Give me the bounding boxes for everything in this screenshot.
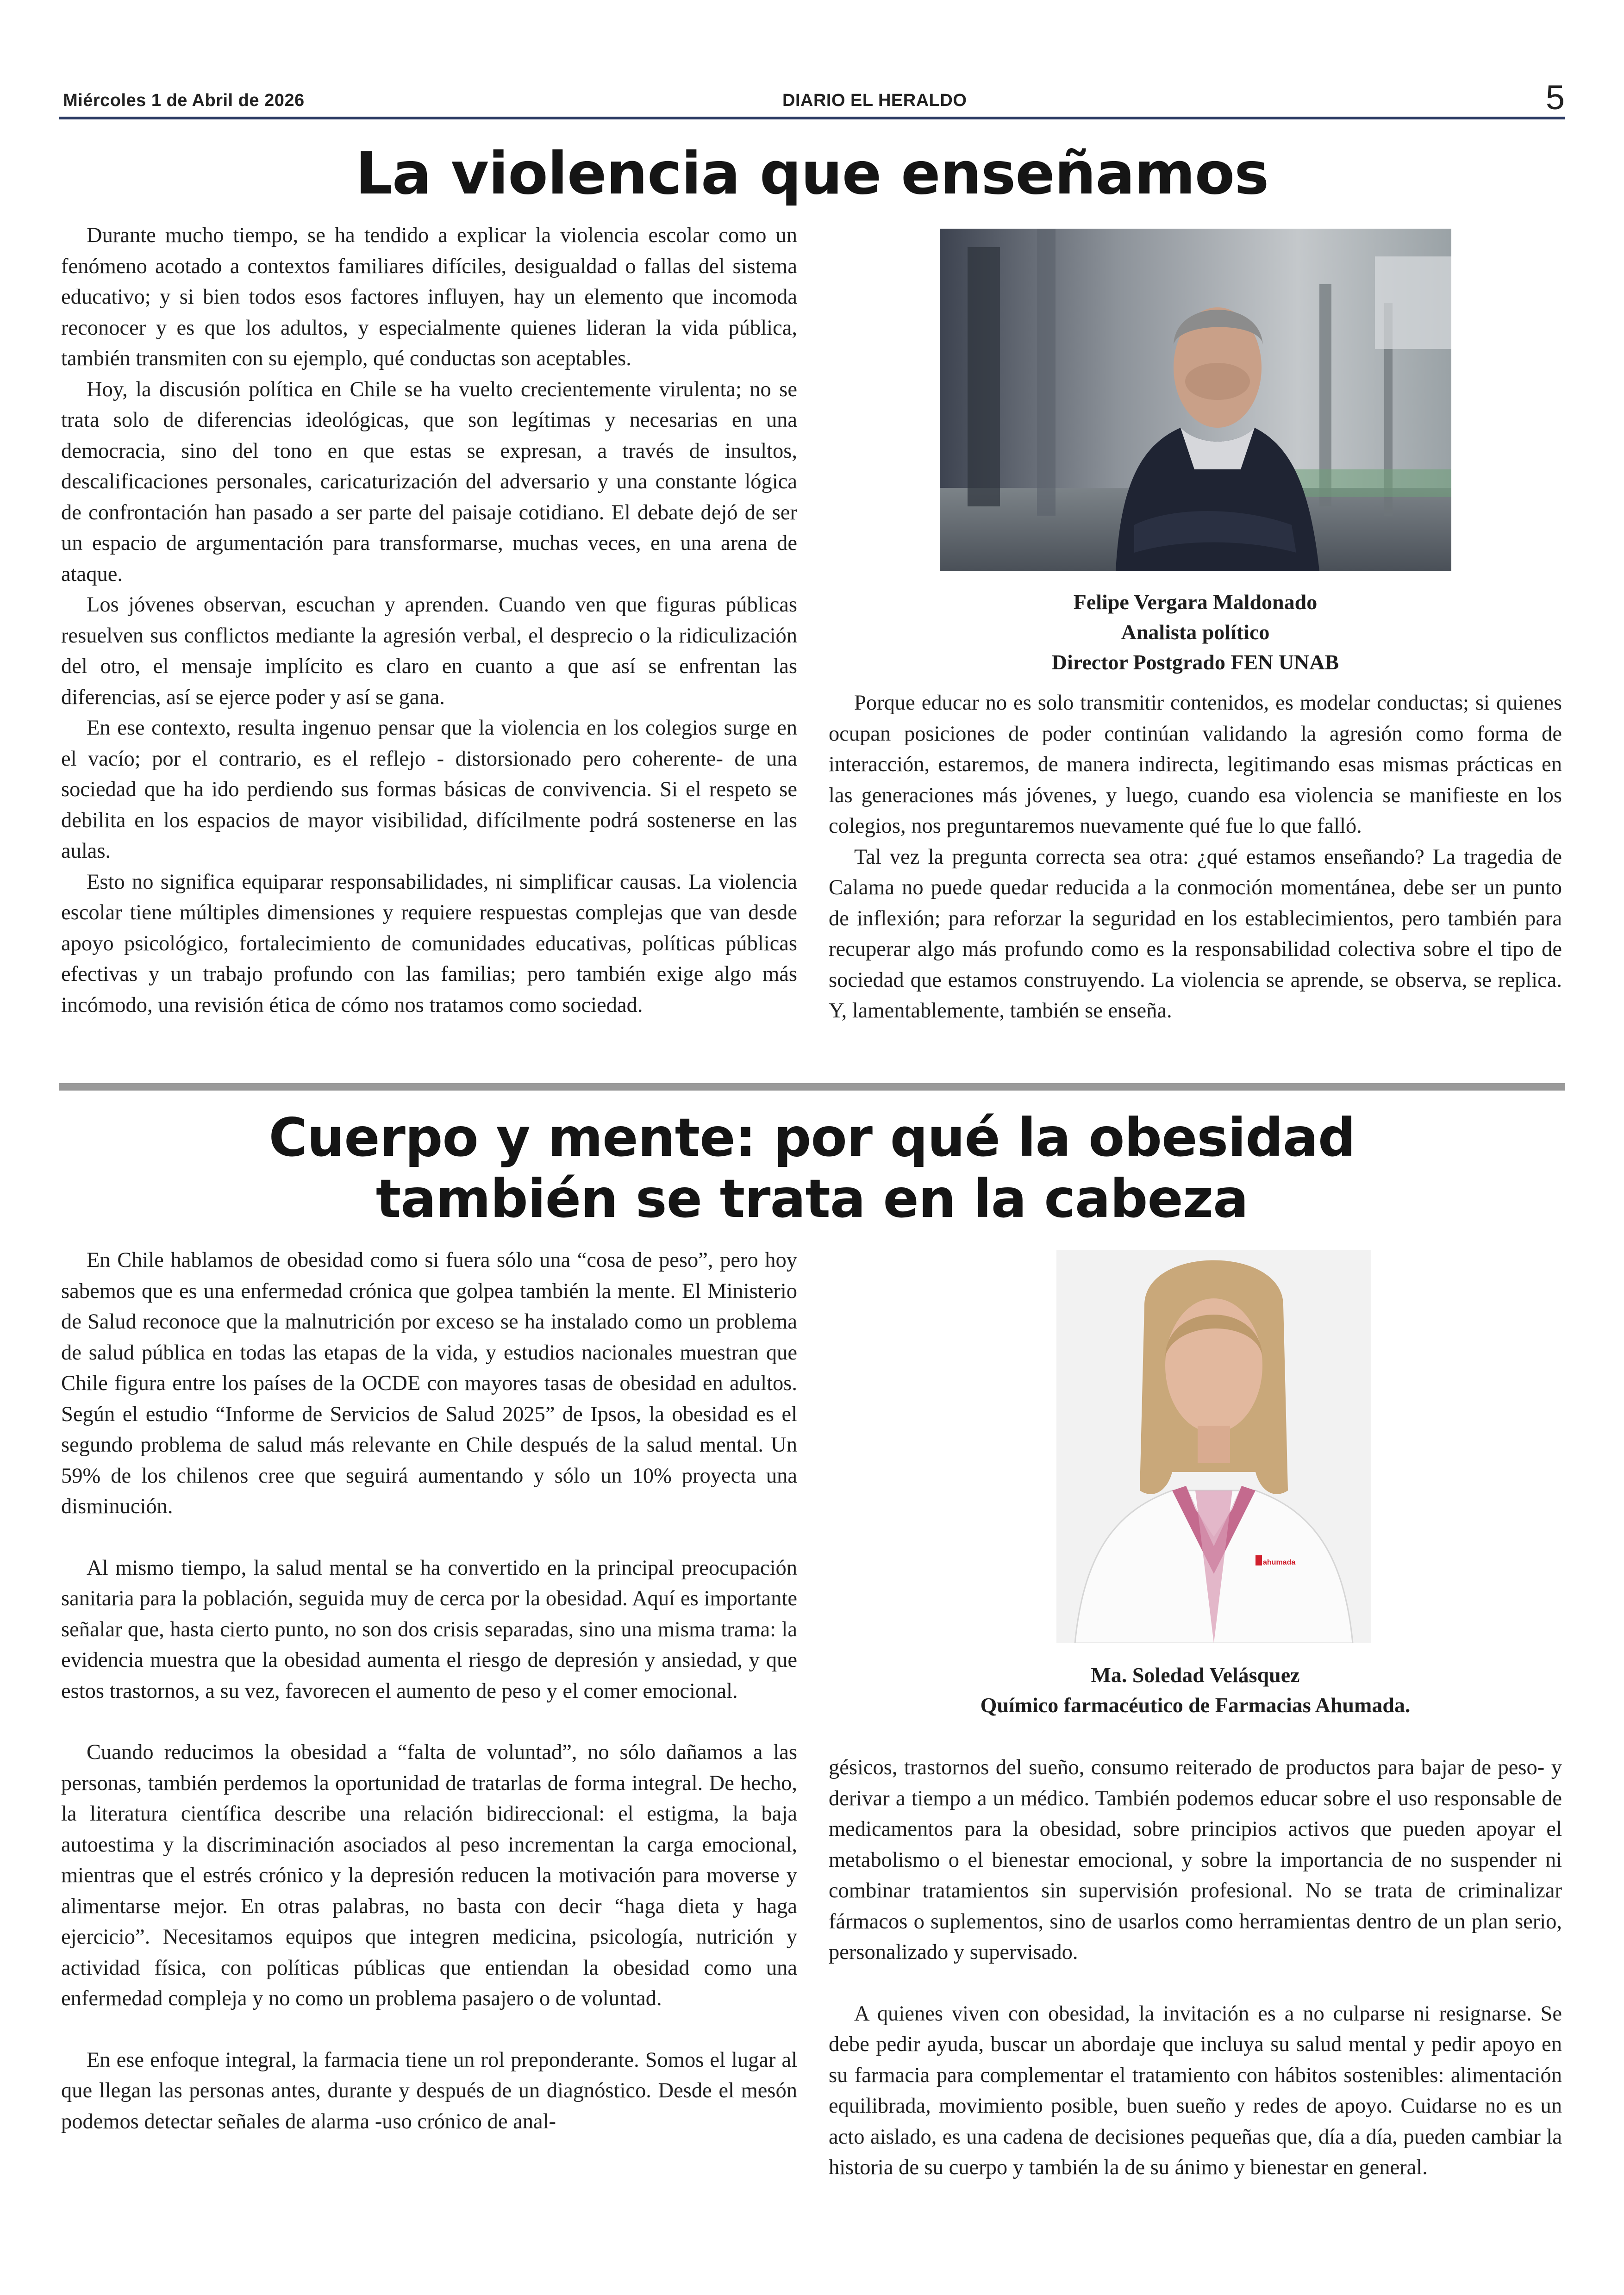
author-photo: [1056, 1250, 1371, 1643]
page-number: 5: [1545, 78, 1565, 117]
svg-text:ahumada: ahumada: [1263, 1559, 1296, 1566]
paragraph: Los jóvenes observan, escuchan y aprenden. Cuando ven que figuras públicas resuelven sus conflictos mediante la agresión verbal, el desprecio o la ridiculización del otro, el mensaje implícito es claro en cuanto a que así se enfrentan las diferencias, así se ejerce poder y así se gana.: [61, 593, 797, 709]
paragraph: En ese contexto, resulta ingenuo pensar que la violencia en los colegios surge en el vacío; por el contrario, es el reflejo - distorsionado pero coherente- de una sociedad que ha ido perdiendo sus formas básicas de convivencia. Si el respeto se debilita en los espacios de mayor visibilidad, difícilmente podrá sostenerse en las aulas.: [61, 716, 797, 863]
title-line: Cuerpo y mente: por qué la obesidad: [269, 1107, 1355, 1168]
paragraph: Hoy, la discusión política en Chile se ha vuelto crecientemente virulenta; no se trata solo de diferencias ideológicas, que son legítimas y necesarias en una democracia, sino del tono en que estas se expresan, a través de insultos, descalificaciones personales, caricaturización del adversario y una constante lógica de confrontación han pasado a ser parte del paisaje cotidiano. El debate dejó de ser un espacio de argumentación para transformarse, muchas veces, en una arena de ataque.: [61, 377, 797, 586]
paragraph: gésicos, trastornos del sueño, consumo reiterado de productos para bajar de peso- y derivar a tiempo a un médico. También podemos educar sobre el uso responsable de medicamentos para la obesidad, sobre principios activos que pueden apoyar el metabolismo o el bienestar emocional, y sobre la importancia de no suspender ni combinar tratamientos sin supervisión profesional. No se trata de criminalizar fármacos o suplementos, sino de usarlos como herramientas dentro de un plan serio, personalizado y supervisado.: [829, 1756, 1562, 1964]
paragraph: En Chile hablamos de obesidad como si fuera sólo una “cosa de peso”, pero hoy sabemos que es una enfermedad crónica que golpea también la mente. El Ministerio de Salud reconoce que la malnutrición por exceso se ha instalado como un problema de salud pública en todas las etapas de la vida, y estudios nacionales muestran que Chile figura entre los países de la OCDE con mayores tasas de obesidad en adultos. Según el estudio “Informe de Servicios de Salud 2025” de Ipsos, la obesidad es el segundo problema de salud más relevante en Chile después de la salud mental. Un 59% de los chilenos cree que seguirá aumentando y sólo un 10% proyecta una disminución.: [61, 1248, 797, 1518]
ahumada-logo: [1263, 1559, 1295, 1566]
paragraph: Esto no significa equiparar responsabilidades, ni simplificar causas. La violencia escolar tiene múltiples dimensiones y requiere respuestas complejas que van desde apoyo psicológico, fortalecimiento de comunidades educativas, políticas públicas efectivas y un trabajo profundo con las familias; pero también exige algo más incómodo, una revisión ética de cómo nos tratamos como sociedad.: [61, 870, 797, 1017]
author-photo: [940, 229, 1451, 571]
article2-right-column: [829, 1752, 1562, 2183]
author-role: Químico farmacéutico de Farmacias Ahumada.: [980, 1693, 1411, 1717]
author-name: Felipe Vergara Maldonado: [1073, 590, 1318, 614]
paragraph: Porque educar no es solo transmitir contenidos, es modelar conductas; si quienes ocupan posiciones de poder continúan validando la agresión como forma de interacción, estaremos, de manera indirecta, legitimando esas mismas prácticas en las generaciones más jóvenes, y luego, cuando esa violencia se manifieste en los colegios, nos preguntaremos nuevamente qué fue lo que falló.: [829, 691, 1562, 838]
paragraph: A quienes viven con obesidad, la invitación es a no culparse ni resignarse. Se debe pedir ayuda, buscar un abordaje que incluya su salud mental y pedir apoyo en su farmacia para complementar el tratamiento con hábitos sostenibles: alimentación equilibrada, movimiento posible, buen sueño y redes de apoyo. Cuidarse no es un acto aislado, es una cadena de decisiones pequeñas que, día a día, pueden cambiar la historia de su cuerpo y también la de su ánimo y bienestar en general.: [829, 2002, 1562, 2179]
paragraph: Durante mucho tiempo, se ha tendido a explicar la violencia escolar como un fenómeno acotado a contextos familiares difíciles, desigualdad o fallas del sistema educativo; y si bien todos esos factores influyen, hay un elemento que incomoda reconocer y es que los adultos, y especialmente quienes lideran la vida pública, también transmiten con su ejemplo, qué conductas son aceptables.: [61, 224, 797, 370]
title-line: también se trata en la cabeza: [375, 1168, 1249, 1229]
header-rule: [59, 117, 1565, 119]
paragraph: Cuando reducimos la obesidad a “falta de voluntad”, no sólo dañamos a las personas, también perdemos la oportunidad de tratarlas de forma integral. De hecho, la literatura científica describe una relación bidireccional: el estigma, la baja autoestima y la discriminación asociados al peso incrementan la carga emocional, mientras que el estrés crónico y la depresión reducen la motivación para moverse y alimentarse mejor. En otras palabras, no basta con decir “haga dieta y haga ejercicio”. Necesitamos equipos que integren medicina, psicología, nutrición y actividad física, con políticas públicas que entiendan la obesidad como una enfermedad compleja y no como un problema pasajero o de voluntad.: [61, 1740, 797, 2010]
newspaper-name: DIARIO EL HERALDO: [782, 91, 967, 110]
paragraph: Al mismo tiempo, la salud mental se ha convertido en la principal preocupación sanitaria para la población, seguida muy de cerca por la obesidad. Aquí es importante señalar que, hasta cierto punto, no son dos crisis separadas, sino una misma trama: la evidencia muestra que la obesidad aumenta el riesgo de depresión y ansiedad, y que estos trastornos, a su vez, favorecen el aumento de peso y el comer emocional.: [61, 1556, 797, 1703]
author-position: Director Postgrado FEN UNAB: [1051, 650, 1339, 674]
article1-left-column: [61, 220, 797, 1021]
author-name: Ma. Soledad Velásquez: [1091, 1663, 1300, 1687]
article1-right-column: [829, 688, 1562, 1027]
author-caption: [829, 587, 1562, 677]
author-caption: [829, 1660, 1562, 1720]
issue-date: Miércoles 1 de Abril de 2026: [63, 91, 305, 110]
author-role: Analista político: [1121, 620, 1270, 644]
article2-left-column: [61, 1245, 797, 2137]
paragraph: En ese enfoque integral, la farmacia tiene un rol preponderante. Somos el lugar al que llegan las personas antes, durante y después de un diagnóstico. Desde el mesón podemos detectar señales de alarma -uso crónico de anal-: [61, 2048, 797, 2133]
article-title: La violencia que enseñamos: [355, 139, 1269, 207]
article-title: [59, 1107, 1565, 1229]
paragraph: Tal vez la pregunta correcta sea otra: ¿qué estamos enseñando? La tragedia de Calama no puede quedar reducida a la conmoción momentánea, debe ser un punto de inflexión; para reforzar la seguridad en los establecimientos, pero también para recuperar algo más profundo como es la responsabilidad colectiva sobre el tipo de sociedad que estamos construyendo. La violencia se aprende, se observa, se replica. Y, lamentablemente, también se enseña.: [829, 845, 1562, 1023]
section-divider: [59, 1083, 1565, 1091]
